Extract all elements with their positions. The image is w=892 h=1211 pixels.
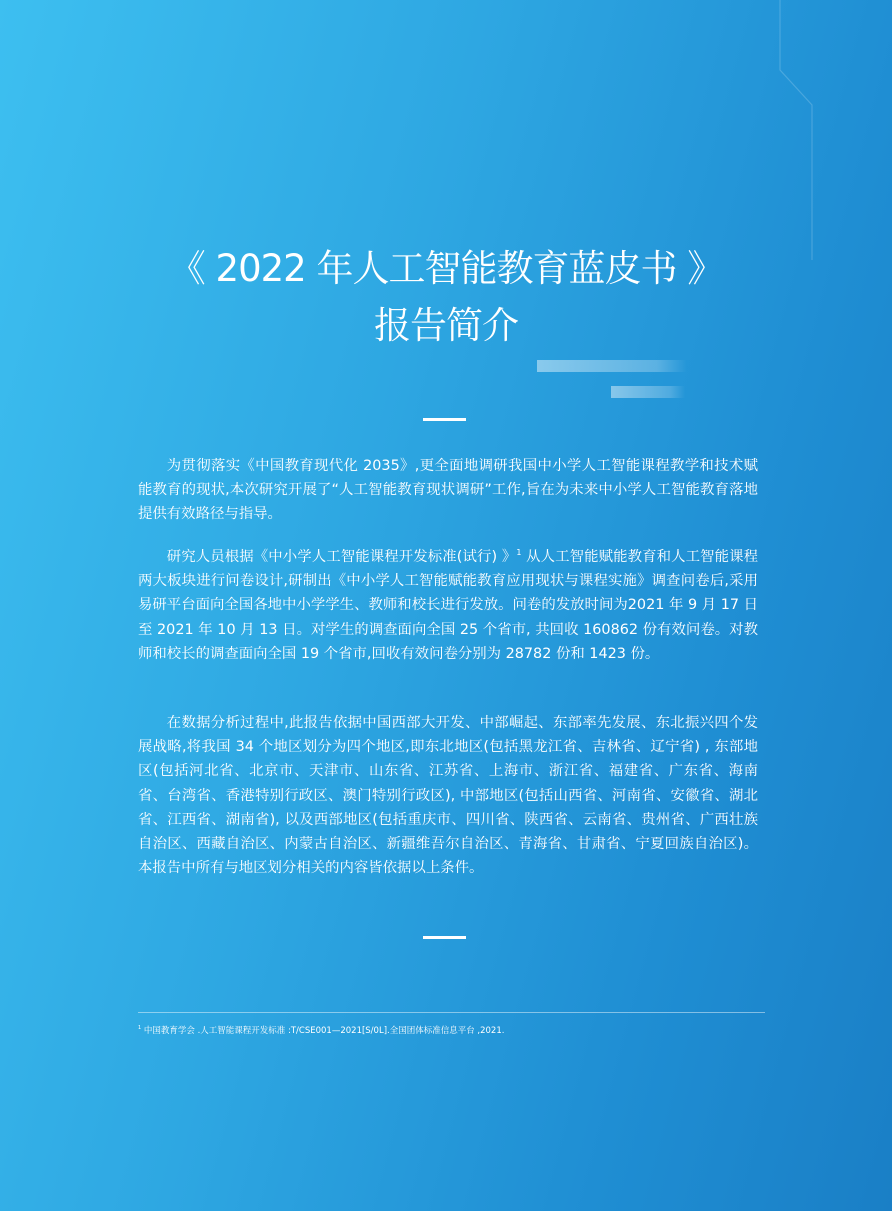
paragraph-method-text-cont: 从人工智能赋能教育和人工智能课程两大板块进行问卷设计,研制出《中小学人工智能赋能教育应用现状与课程实施》调查问卷后,采用易研平台面向全国各地中小学学生、教师和校长进行发放。问卷的发放时间为2021 年 9 月 17 日至 2021 年 10 月 13 日。对学生的调查面向全国 25 个省市, 共回收 160862 份有效问卷。对教师和校长的调查面向全国 19 个省市,回收有效问卷分别为 28782 份和 1423 份。 (138, 549, 758, 662)
page-subtitle: 报告简介 (374, 304, 518, 347)
divider (423, 418, 466, 421)
decorative-bar (537, 360, 687, 372)
footnote (138, 1024, 765, 1038)
footnote-reference: 1 (516, 548, 522, 558)
decorative-bar (611, 386, 685, 398)
footnote-text: 中国教育学会 .人工智能课程开发标准 :T/CSE001—2021[S/0L].全国团体标准信息平台 ,2021. (141, 1026, 505, 1036)
paragraph-intro: 为贯彻落实《中国教育现代化 2035》,更全面地调研我国中小学人工智能课程教学和技术赋能教育的现状,本次研究开展了“人工智能教育现状调研”工作,旨在为未来中小学人工智能教育落地提供有效路径与指导。 (138, 458, 758, 523)
paragraph-regions: 在数据分析过程中,此报告依据中国西部大开发、中部崛起、东部率先发展、东北振兴四个发展战略,将我国 34 个地区划分为四个地区,即东北地区(包括黑龙江省、吉林省、辽宁省) , 东部地区(包括河北省、北京市、天津市、山东省、江苏省、上海市、浙江省、福建省、广东省、海南省、台湾省、香港特别行政区、澳门特别行政区), 中部地区(包括山西省、河南省、安徽省、湖北省、江西省、湖南省), 以及西部地区(包括重庆市、四川省、陕西省、云南省、贵州省、广西壮族自治区、西藏自治区、内蒙古自治区、新疆维吾尔自治区、青海省、甘肃省、宁夏回族自治区)。本报告中所有与地区划分相关的内容皆依据以上条件。 (138, 715, 758, 877)
footnote-mark: 1 (138, 1025, 142, 1032)
divider (423, 936, 466, 939)
decorative-line (778, 0, 814, 260)
paragraph-method (138, 545, 758, 666)
paragraph-method-text: 研究人员根据《中小学人工智能课程开发标准(试行) 》 (166, 549, 517, 565)
footnote-rule (138, 1012, 765, 1013)
page-title: 《 2022 年人工智能教育蓝皮书 》 (168, 247, 724, 290)
